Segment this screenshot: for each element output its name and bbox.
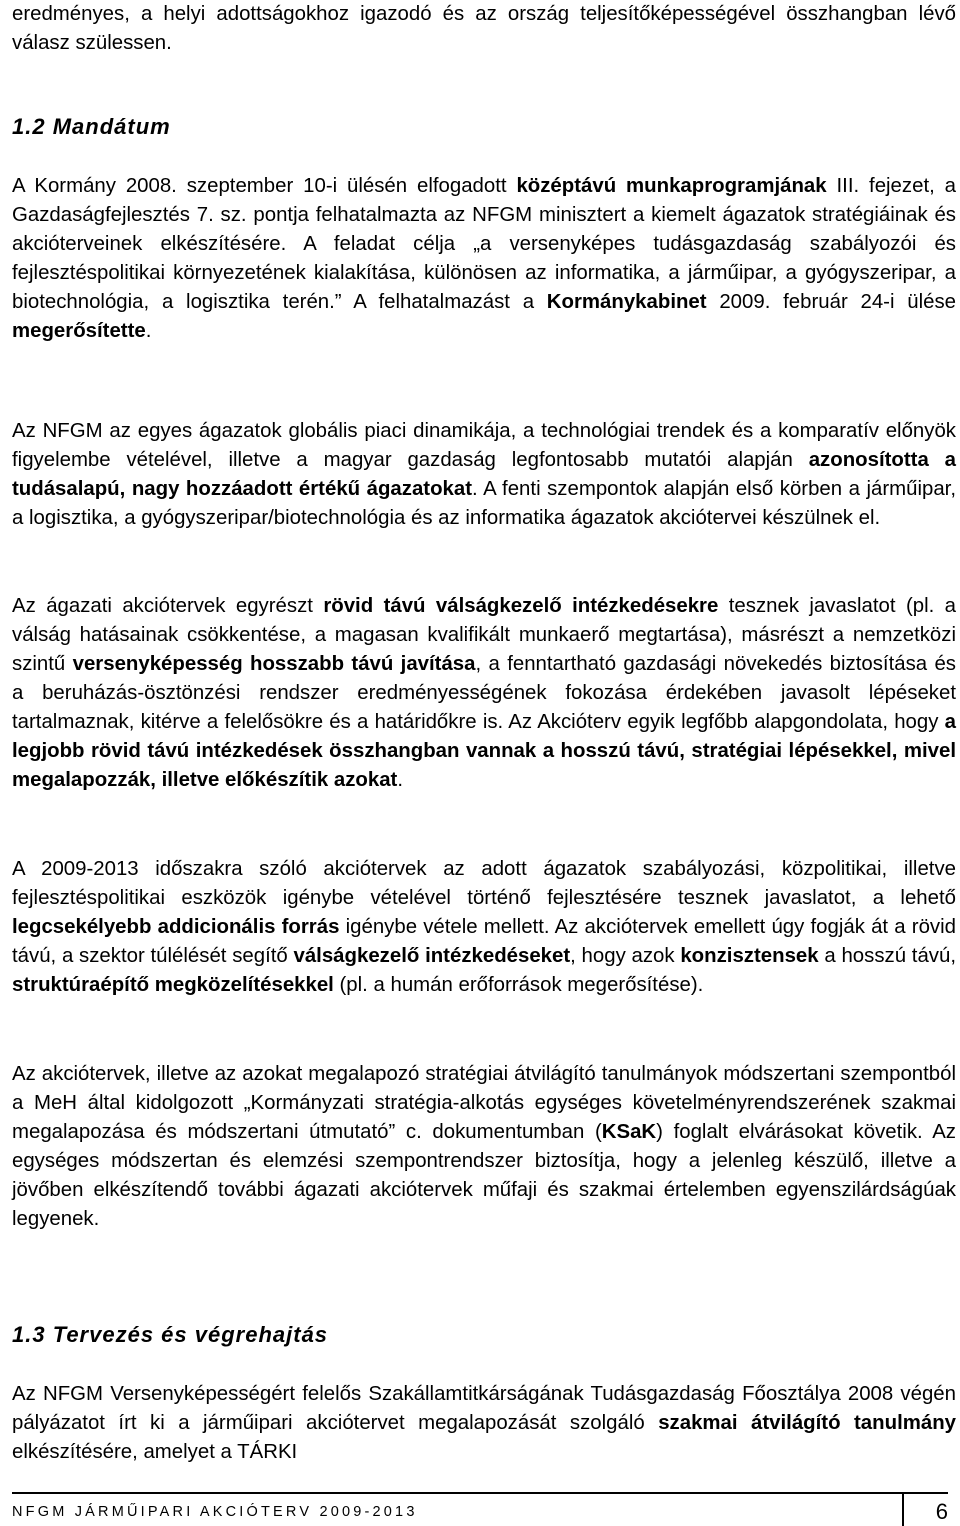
- text: tesznek javaslatot (pl. a válság hatásainak csökkentése, a magasan kvalifikált munkaerő megtartása), másrészt a nemzetközi szintű: [12, 595, 957, 675]
- paragraph-mandatum: [12, 172, 956, 346]
- text: eredményes, a helyi adottságokhoz igazodó és az ország teljesítőképességével összhangban lévő válasz szülessen.: [12, 3, 956, 54]
- text: A Kormány 2008. szeptember 10-i ülésén elfogadott: [12, 175, 517, 197]
- text: .: [397, 769, 403, 791]
- paragraph-action-plans: [12, 592, 956, 795]
- text: Az NFGM Versenyképességért felelős Szakállamtitkárságának Tudásgazdaság Főosztálya 2008 végén pályázatot írt ki a járműipari akciótervet megalapozását szolgáló: [12, 1383, 956, 1434]
- page-footer: [12, 1492, 948, 1526]
- section-heading-planning: 1.3 Tervezés és végrehajtás: [12, 1322, 329, 1347]
- text: III. fejezet, a Gazdaságfejlesztés 7. sz. pontja felhatalmazta az NFGM minisztert a kiemelt ágazatok stratégiáinak és akcióterveinek elkészítésére. A feladat célja „a versenyképes tudásgazdaság szabályozói és fejlesztéspolitikai környezetének kialakítása, különösen az informatika, a járműipar, a gyógyszeripar, a biotechnológia, a logisztika terén.” A felhatalmazást a: [12, 175, 956, 313]
- text: , hogy azok: [570, 945, 681, 967]
- paragraph-2009-2013: [12, 855, 956, 1000]
- bold-text: válságkezelő intézkedéseket: [293, 945, 571, 967]
- text: Az akciótervek, illetve az azokat megalapozó stratégiai átvilágító tanulmányok módszertani szempontból a MeH által kidolgozott „Kormányzati stratégia-alkotás egységes követelményrendszerének szakmai megalapozása és módszertani útmutató” c. dokumentumban (: [12, 1063, 956, 1143]
- paragraph-sectors: [12, 417, 956, 533]
- text: igénybe vétele mellett. Az akciótervek emellett úgy fogják át a rövid távú, a szektor túlélését segítő: [12, 916, 956, 967]
- bold-text: rövid távú válságkezelő intézkedésekre: [323, 595, 719, 617]
- paragraph-methodology: [12, 1060, 956, 1234]
- text: elkészítésére, amelyet a TÁRKI: [12, 1441, 298, 1463]
- bold-text: középtávú munkaprogramjának: [516, 175, 827, 197]
- text: . A fenti szempontok alapján első körben a járműipar, a logisztika, a gyógyszeripar/biotechnológia és az informatika ágazatok akciótervei készülnek el.: [12, 478, 956, 529]
- bold-text: struktúraépítő megközelítésekkel: [12, 974, 334, 996]
- bold-text: megerősítette: [12, 320, 146, 342]
- text: .: [145, 320, 152, 342]
- text: Az NFGM az egyes ágazatok globális piaci dinamikája, a technológiai trendek és a komparatív előnyök figyelembe vételével, illetve a magyar gazdaság legfontosabb mutatói alapján: [12, 420, 956, 471]
- section-heading-mandatum: 1.2 Mandátum: [12, 114, 171, 139]
- text: a hosszú távú,: [818, 945, 957, 967]
- bold-text: konzisztensek: [680, 945, 819, 967]
- footer-divider: [902, 1492, 904, 1526]
- text: (pl. a humán erőforrások megerősítése).: [333, 974, 704, 996]
- bold-text: szakmai átvilágító tanulmány: [658, 1412, 956, 1434]
- bold-text: Kormánykabinet: [546, 291, 707, 313]
- page-number: 6: [935, 1499, 948, 1524]
- text: A 2009-2013 időszakra szóló akciótervek az adott ágazatok szabályozási, közpolitikai, illetve fejlesztéspolitikai eszközök igénybe vételével történő fejlesztésére tesznek javaslatot, a lehető: [12, 858, 956, 909]
- bold-text: a legjobb rövid távú intézkedések összhangban vannak a hosszú távú, stratégiai lépésekkel, mivel megalapozzák, illetve előkészítik azokat: [12, 711, 956, 791]
- bold-text: KSaK: [601, 1121, 657, 1143]
- text: , a fenntartható gazdasági növekedés biztosítása és a beruházás-ösztönzési rendszer eredményességének fokozása érdekében javasolt lépéseket tartalmaznak, kitérve a felelősökre és a határidőkre is. Az Akcióterv egyik legfőbb alapgondolata, hogy: [12, 653, 957, 733]
- text: 2009. február 24-i ülése: [706, 291, 956, 313]
- bold-text: legcsekélyebb addicionális forrás: [12, 916, 340, 938]
- footer-rule: [12, 1492, 948, 1494]
- text: ) foglalt elvárásokat követik. Az egységes módszertan és elemzési szempontrendszer biztosítja, hogy a jelenleg készülő, illetve a jövőben elkészítendő további ágazati akciótervek műfaji és szakmai értelemben egyenszilárdságúak legyenek.: [12, 1121, 956, 1230]
- bold-text: versenyképesség hosszabb távú javítása: [72, 653, 476, 675]
- paragraph-planning: [12, 1380, 956, 1467]
- footer-title: NFGM JÁRMŰIPARI AKCIÓTERV 2009-2013: [12, 1504, 418, 1520]
- bold-text: azonosította a tudásalapú, nagy hozzáadott értékű ágazatokat: [12, 449, 956, 500]
- text: Az ágazati akciótervek egyrészt: [12, 595, 324, 617]
- paragraph-intro: [12, 0, 956, 58]
